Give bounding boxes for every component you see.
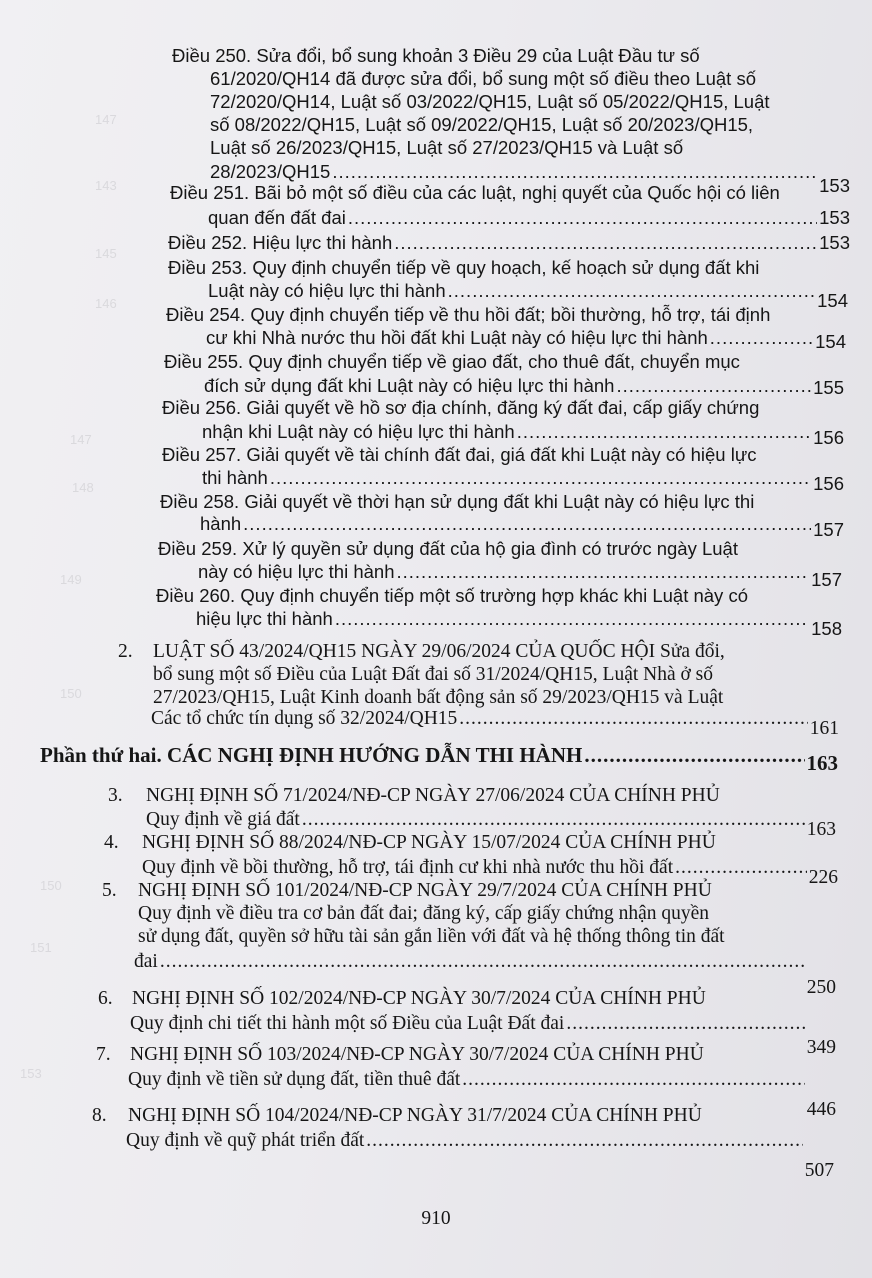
toc-leader-line [208,279,848,311]
entry-text-line: LUẬT SỐ 43/2024/QH15 NGÀY 29/06/2024 CỦA QUỐC HỘI Sửa đổi, [153,641,725,662]
toc-entry-decree-102-2024[interactable] [132,987,822,1010]
decree-title: NGHỊ ĐỊNH SỐ 101/2024/NĐ-CP NGÀY 29/7/2024 CỦA CHÍNH PHỦ [138,880,712,901]
dot-leader [160,950,805,973]
entry-text-line: Điều 254. Quy định chuyển tiếp về thu hồi đất; bồi thường, hỗ trợ, tái định [166,304,771,325]
show-through-text: 146 [95,296,117,311]
page-ref: 349 [806,1037,836,1058]
entry-text-line: Điều 260. Quy định chuyển tiếp một số trường hợp khác khi Luật này có [156,585,748,606]
show-through-text: 149 [60,572,82,587]
dot-leader [675,856,807,879]
dot-leader [243,512,811,535]
page-number: 910 [421,1208,451,1229]
show-through-text: 147 [95,112,117,127]
decree-description: Quy định về quỹ phát triển đất [126,1130,365,1151]
entry-text-line: hành [200,513,242,534]
toc-entry-dieu-255[interactable] [164,350,804,373]
toc-entry-dieu-250[interactable] [172,44,808,159]
toc-entry-dieu-256[interactable] [162,396,804,419]
page-ref: 156 [813,473,844,494]
entry-text-line: Điều 255. Quy định chuyển tiếp về giao đất, cho thuê đất, chuyển mục [164,351,740,372]
part-title: Phần thứ hai. CÁC NGHỊ ĐỊNH HƯỚNG DẪN THI HÀNH [40,743,583,767]
decree-title: NGHỊ ĐỊNH SỐ 104/2024/NĐ-CP NGÀY 31/7/2024 CỦA CHÍNH PHỦ [128,1105,702,1126]
entry-text-line: này có hiệu lực thi hành [198,561,395,582]
entry-text-line: 28/2023/QH15 [210,161,331,182]
decree-description: Quy định về điều tra cơ bản đất đai; đăng ký, cấp giấy chứng nhận quyền [138,903,710,924]
toc-leader-line [202,466,844,494]
dot-leader [270,466,811,489]
decree-title: NGHỊ ĐỊNH SỐ 71/2024/NĐ-CP NGÀY 27/06/2024 CỦA CHÍNH PHỦ [146,785,720,806]
entry-text-line: quan đến đất đai [208,207,346,228]
item-number: 3. [108,785,123,806]
decree-description: Quy định chi tiết thi hành một số Điều của Luật Đất đai [130,1013,565,1034]
item-number: 5. [102,880,117,901]
toc-leader-line [146,808,836,840]
dot-leader [584,744,804,767]
page-ref: 157 [813,519,844,540]
decree-title: NGHỊ ĐỊNH SỐ 102/2024/NĐ-CP NGÀY 30/7/2024 CỦA CHÍNH PHỦ [132,988,706,1009]
show-through-text: 150 [60,686,82,701]
toc-entry-dieu-251[interactable] [170,181,808,204]
entry-text-line: số 08/2022/QH15, Luật số 09/2022/QH15, Luật số 20/2023/QH15, [210,114,754,135]
entry-text-line: thi hành [202,467,268,488]
dot-leader [566,1012,804,1035]
dot-leader [448,279,815,302]
toc-entry-decree-71-2024[interactable] [146,784,826,807]
entry-text-line: Luật này có hiệu lực thi hành [208,280,446,301]
page-ref: 157 [811,569,842,590]
show-through-text: 151 [30,940,52,955]
show-through-text: 148 [72,480,94,495]
dot-leader [302,808,805,831]
entry-text-line: Điều 250. Sửa đổi, bổ sung khoản 3 Điều 29 của Luật Đầu tư số [172,45,700,66]
toc-entry-law-43-2024[interactable] [153,640,805,709]
entry-text-line: cư khi Nhà nước thu hồi đất khi Luật này có hiệu lực thi hành [206,327,708,348]
item-number: 2. [118,641,133,662]
decree-description: đai [134,951,158,972]
page-ref: 226 [808,867,838,888]
decree-description: Quy định về tiền sử dụng đất, tiền thuê đất [128,1069,461,1090]
item-number: 6. [98,988,113,1009]
page-ref: 163 [806,819,836,840]
dot-leader [710,326,813,349]
toc-leader-line [198,560,842,590]
toc-leader-line [196,607,842,639]
entry-text-line: đích sử dụng đất khi Luật này có hiệu lực thi hành [204,375,615,396]
page-ref: 163 [806,751,838,775]
toc-leader-line [200,512,844,540]
part-two-heading[interactable] [40,743,838,775]
toc-entry-decree-101-2024[interactable] [138,879,822,948]
show-through-text: 147 [70,432,92,447]
page-ref: 156 [813,427,844,448]
page-ref: 153 [819,207,850,228]
item-number: 4. [104,832,119,853]
toc-leader-line [126,1129,834,1181]
dot-leader [459,707,807,730]
dot-leader [517,420,811,443]
toc-entry-dieu-260[interactable] [156,584,796,607]
page-ref: 158 [811,618,842,639]
page-ref: 507 [804,1160,834,1181]
entry-text-line: 72/2020/QH14, Luật số 03/2022/QH15, Luật số 05/2022/QH15, Luật [210,91,770,112]
page-ref: 250 [806,977,836,998]
page-ref: 154 [817,290,848,311]
page-ref: 446 [806,1099,836,1120]
toc-leader-line [206,326,846,352]
toc-entry-dieu-254[interactable] [166,303,806,326]
toc-entry-dieu-253[interactable] [168,256,808,279]
entry-text-line: 27/2023/QH15, Luật Kinh doanh bất động sản số 29/2023/QH15 và Luật [153,687,724,708]
dot-leader [396,560,809,583]
entry-text-line: hiệu lực thi hành [196,608,333,629]
toc-leader-line [204,374,844,397]
decree-description: sử dụng đất, quyền sở hữu tài sản gắn liền với đất và hệ thống thông tin đất [138,926,725,947]
entry-text-line: Điều 259. Xử lý quyền sử dụng đất của hộ gia đình có trước ngày Luật [158,538,738,559]
show-through-text: 150 [40,878,62,893]
page-ref: 161 [809,718,839,739]
toc-leader-line [151,707,839,739]
page-ref: 153 [819,175,850,196]
entry-text-line: nhận khi Luật này có hiệu lực thi hành [202,421,515,442]
dot-leader [348,206,817,229]
toc-leader-line [142,856,838,888]
toc-entry-decree-88-2024[interactable] [142,831,822,854]
entry-text-line: Các tổ chức tín dụng số 32/2024/QH15 [151,708,458,729]
page-ref: 154 [815,331,846,352]
toc-entry-decree-104-2024[interactable] [128,1104,822,1127]
show-through-text: 143 [95,178,117,193]
toc-leader-line [134,950,836,998]
entry-text-line: Điều 258. Giải quyết về thời hạn sử dụng đất khi Luật này có hiệu lực thi [160,491,755,512]
dot-leader [366,1129,802,1152]
dot-leader [335,607,809,630]
toc-entry-dieu-258[interactable] [160,490,802,513]
show-through-text: 145 [95,246,117,261]
decree-description: Quy định về bồi thường, hỗ trợ, tái định cư khi nhà nước thu hồi đất [142,857,674,878]
item-number: 7. [96,1044,111,1065]
entry-text-line: Điều 252. Hiệu lực thi hành [168,232,393,253]
dot-leader [616,374,811,397]
entry-text-line: Điều 253. Quy định chuyển tiếp về quy hoạch, kế hoạch sử dụng đất khi [168,257,760,278]
item-number: 8. [92,1105,107,1126]
decree-title: NGHỊ ĐỊNH SỐ 103/2024/NĐ-CP NGÀY 30/7/2024 CỦA CHÍNH PHỦ [130,1044,704,1065]
dot-leader [394,231,817,254]
page-ref: 155 [813,377,844,398]
show-through-text: 153 [20,1066,42,1081]
decree-description: Quy định về giá đất [146,809,300,830]
entry-text-line: Điều 256. Giải quyết về hồ sơ địa chính, đăng ký đất đai, cấp giấy chứng [162,397,760,418]
entry-text-line: bổ sung một số Điều của Luật Đất đai số 31/2024/QH15, Luật Nhà ở số [153,664,714,685]
page-ref: 153 [819,232,850,253]
entry-text-line: 61/2020/QH14 đã được sửa đổi, bổ sung một số điều theo Luật số [210,68,757,89]
toc-entry-dieu-257[interactable] [162,443,802,466]
entry-text-line: Điều 251. Bãi bỏ một số điều của các luật, nghị quyết của Quốc hội có liên [170,182,780,203]
entry-text-line: Luật số 26/2023/QH15, Luật số 27/2023/QH15 và Luật số [210,137,684,158]
toc-leader-line [208,206,850,229]
decree-title: NGHỊ ĐỊNH SỐ 88/2024/NĐ-CP NGÀY 15/07/2024 CỦA CHÍNH PHỦ [142,832,716,853]
dot-leader [332,160,817,183]
toc-entry-decree-103-2024[interactable] [130,1043,822,1066]
toc-leader-line [202,420,844,448]
entry-text-line: Điều 257. Giải quyết về tài chính đất đai, giá đất khi Luật này có hiệu lực [162,444,757,465]
dot-leader [462,1068,804,1091]
toc-entry-dieu-259[interactable] [158,537,790,560]
toc-entry-dieu-252[interactable] [168,231,850,254]
